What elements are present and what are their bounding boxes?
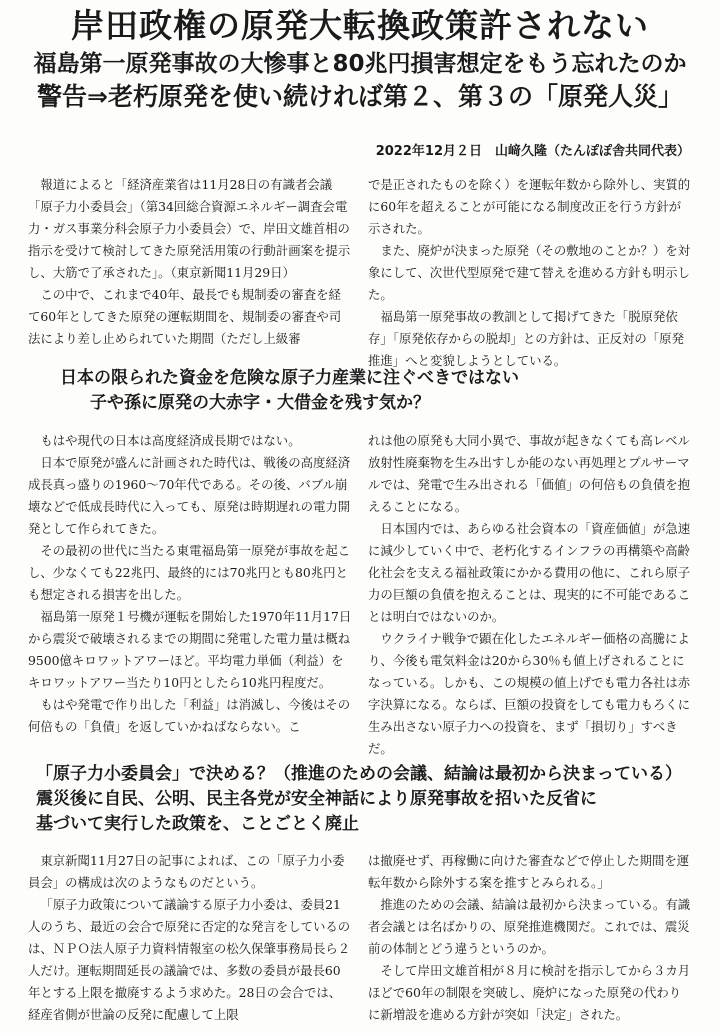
paragraph: もはや発電で作り出した「利益」は消滅し、今後はその何倍もの「負債」を返していかねばならない。こ — [28, 697, 351, 734]
paragraph: もはや現代の日本は高度経済成長期ではない。 — [40, 433, 301, 448]
section3-body — [28, 850, 692, 1026]
section2-right-column — [368, 430, 692, 760]
section1-body — [28, 174, 692, 372]
paragraph: 日本国内では、あらゆる社会資本の「資産価値」が急速に減少していく中で、老朽化するインフラの再構築や高齢化社会を支える福祉政策にかかる費用の他に、これら原子力の巨額の負債を抱えることは、現実的に不可能であることは明白ではないのか。 — [368, 521, 691, 624]
section3-left-column — [28, 850, 352, 1026]
paragraph-continued: れは他の原発も大同小異で、事故が起きなくても高レベル放射性廃棄物を生み出すしか能のない再処理とプルサーマルでは、発電で生み出される「価値」の何倍もの負債を抱えることになる。 — [368, 433, 691, 514]
section1-left-column — [28, 174, 352, 372]
section3-heading-line2: 震災後に自民、公明、民主各党が安全神話により原発事故を招いた反省に — [36, 789, 597, 809]
section3-heading-line3: 基づいて実行した政策を、ことごとく廃止 — [36, 814, 359, 834]
paragraph: ウクライナ戦争で顕在化したエネルギー価格の高騰により、今後も電気料金は20から30％も値上げされることになっている。しかも、この規模の値上げでも電力各社は赤字決算になる。ならば、巨額の投資をしても電力もろくに生み出さない原子力への投資を、まず「損切り」すべきだ。 — [368, 631, 691, 756]
page-title: 岸田政権の原発大転換政策許されない — [71, 6, 649, 45]
section2-left-column — [28, 430, 352, 760]
section3-heading-line1: 「原子力小委員会」で決める？（推進のための会議、結論は最初から決まっている） — [36, 764, 682, 784]
paragraph: 東京新聞11月27日の記事によれば、この「原子力小委員会」の構成は次のようなものだという。 — [28, 853, 345, 890]
paragraph: 「原子力政策について議論する原子力小委は、委員21人のうち、最近の会合で原発に否定的な発言をしているのは、ＮＰＯ法人原子力資料情報室の松久保肇事務局長ら２人だけ。運転期間延長の議論では、多数の委員が最長60年とする上限を撤廃するよう求めた。28日の会合では、経産省側が世論の反発に配慮して上限 — [28, 897, 351, 1022]
paragraph: この中で、これまで40年、最長でも規制委の審査を経て60年としてきた原発の運転期間を、規制委の審査や司法により差し止められていた期間（ただし上級審 — [28, 287, 342, 346]
paragraph: 福島第一原発事故の教訓として掲げてきた「脱原発依存」「原発依存からの脱却」との方針は、正反対の「原発推進」へと変貌しようとしている。 — [368, 309, 684, 368]
paragraph-continued: は撤廃せず、再稼働に向けた審査などで停止した期間を運転年数から除外する案を推すとみられる。」 — [368, 853, 690, 890]
dateline-author: 2022年12月２日 山﨑久隆（たんぽぽ舎共同代表） — [375, 144, 690, 159]
section3-right-column — [368, 850, 692, 1026]
section3-heading — [36, 762, 682, 837]
paragraph: 推進のための会議、結論は最初から決まっている。有識者会議とは名ばかりの、原発推進機関だ。これでは、震災前の体制とどう違うというのか。 — [368, 897, 691, 956]
section2-heading — [60, 366, 519, 416]
paragraph: 日本で原発が盛んに計画された時代は、戦後の高度経済成長真っ盛りの1960～70年代である。その後、バブル崩壊などで低成長時代に入っても、原発は時期遅れの電力開発として作られてきた。 — [28, 455, 351, 536]
section2-heading-line1: 日本の限られた資金を危険な原子力産業に注ぐべきではない — [60, 368, 519, 388]
headline-block — [0, 0, 720, 114]
section2-body — [28, 430, 692, 760]
paragraph: 報道によると「経済産業省は11月28日の有識者会議「原子力小委員会」（第34回総合資源エネルギー調査会電力・ガス事業分科会原子力小委員会）で、岸田文雄首相の指示を受けて検討してきた原発活用策の行動計画案を提示し、大筋で了承された」。（東京新聞11月29日） — [28, 177, 351, 280]
section1-right-column — [368, 174, 692, 372]
paragraph: その最初の世代に当たる東電福島第一原発が事故を起こし、少なくても22兆円、最終的には70兆円とも80兆円とも想定される損害を出した。 — [28, 543, 351, 602]
paragraph-continued: で是正されたものを除く）を運転年数から除外し、実質的に60年を超えることが可能になる制度改正を行う方針が示された。 — [368, 177, 691, 236]
paragraph: 福島第一原発１号機が運転を開始した1970年11月17日から震災で破壊されるまでの期間に発電した電力量は概ね9500億キロワットアワーほど。平均電力単価（利益）をキロワットアワー当たり10円としたら10兆円程度だ。 — [28, 609, 352, 690]
subtitle-2: 警告⇒老朽原発を使い続ければ第２、第３の「原発人災」 — [37, 82, 683, 111]
paragraph: また、廃炉が決まった原発（その敷地のことか？）を対象にして、次世代型原発で建て替えを進める方針も明示した。 — [368, 243, 691, 302]
paragraph: そして岸田文雄首相が８月に検討を指示してから３カ月ほどで60年の制限を突破し、廃炉になった原発の代わりに新増設を進める方針が突如「決定」された。 — [368, 963, 691, 1022]
subtitle-1: 福島第一原発事故の大惨事と80兆円損害想定をもう忘れたのか — [33, 51, 687, 77]
section2-heading-line2: 子や孫に原発の大赤字・大借金を残す気か？ — [90, 393, 430, 413]
